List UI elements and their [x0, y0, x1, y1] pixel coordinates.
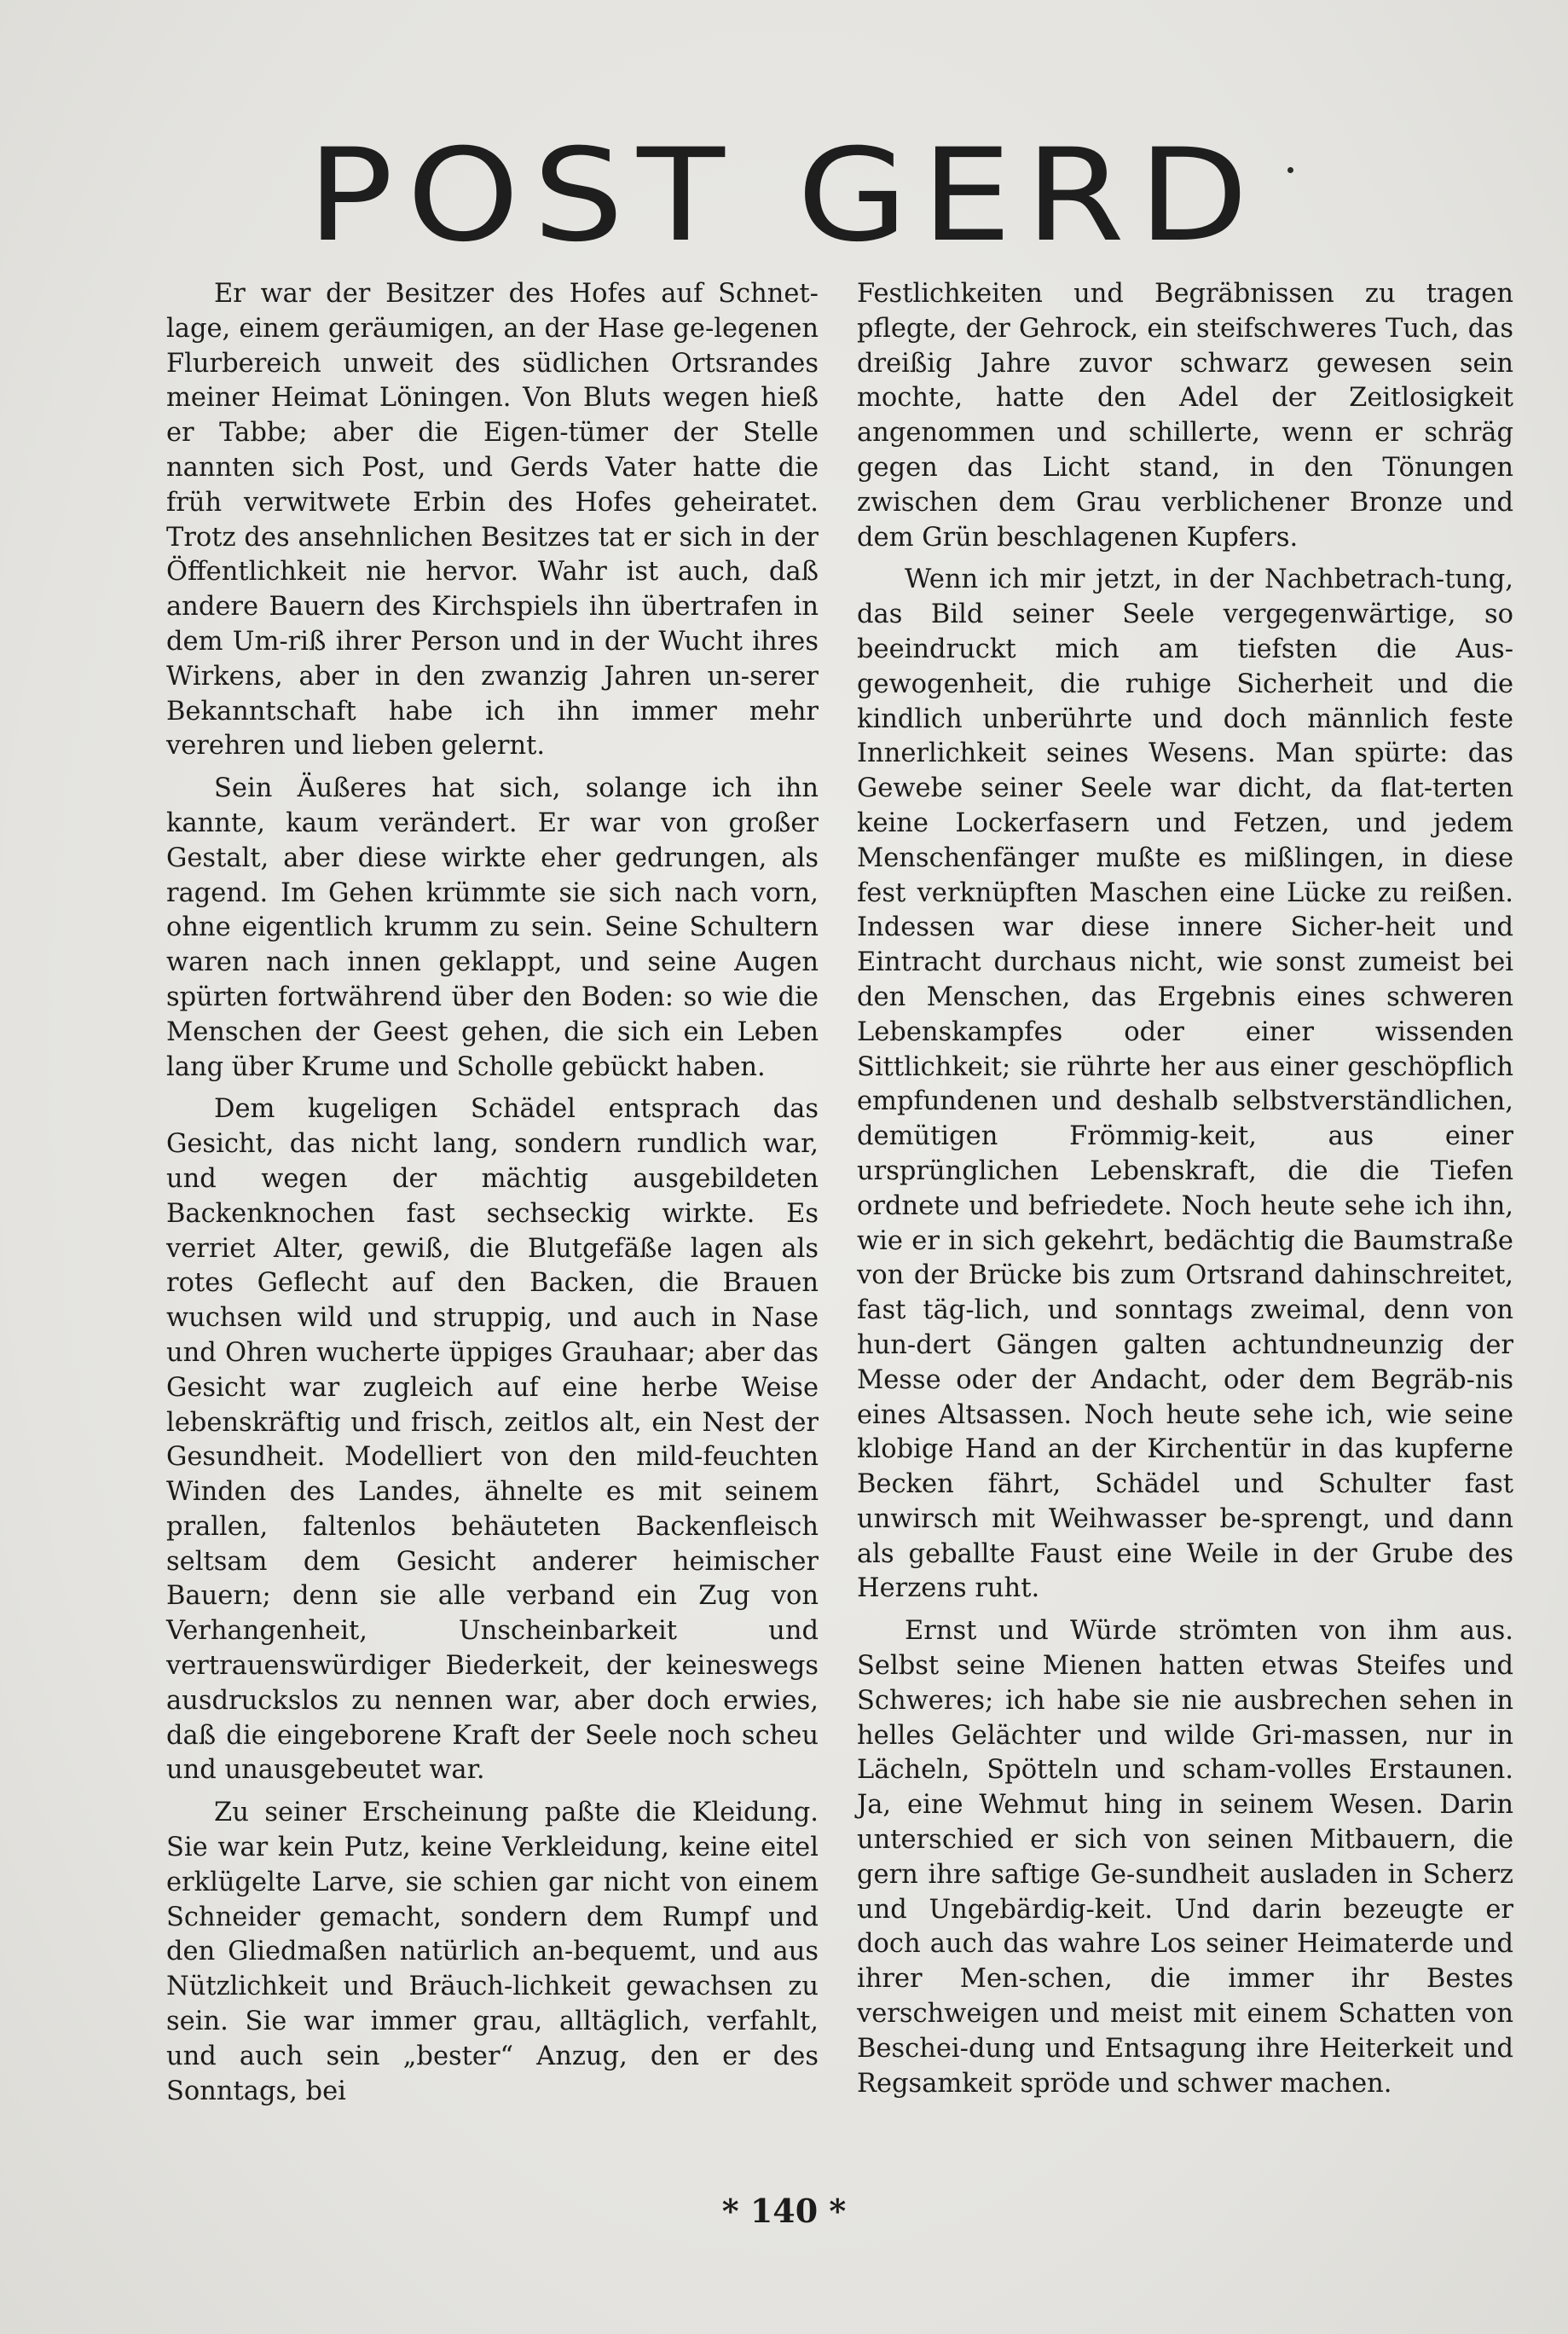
paragraph-continuation: Festlichkeiten und Begräbnissen zu tragen pflegte, der Gehrock, ein steifschweres Tuch, das dreißig Jahre zuvor schwarz gewesen sein mochte, hatte den Adel der Zeitlosigkeit angenommen und schillerte, wenn er schräg gegen das Licht stand, in den Tönungen zwischen dem Grau verblichener Bronze und dem Grün beschlagenen Kupfers. [857, 279, 1513, 553]
paragraph: Ernst und Würde strömten von ihm aus. Selbst seine Mienen hatten etwas Steifes und Schweres; ich habe sie nie ausbrechen sehen in helles Gelächter und wilde Gri-massen, nur in Lächeln, Spötteln und scham-volles Erstaunen. Ja, eine Wehmut hing in seinem Wesen. Darin unterschied er sich von seinen Mitbauern, die gern ihre saftige Ge-sundheit ausladen in Scherz und Ungebärdig-keit. Und darin bezeugte er doch auch das wahre Los seiner Heimaterde und ihrer Men-schen, die immer ihr Bestes verschweigen und meist mit einem Schatten von Beschei-dung und Entsagung ihre Heiterkeit und Regsamkeit spröde und schwer machen. [857, 1616, 1513, 2099]
title-ornament-dot [1287, 167, 1293, 173]
paragraph: Er war der Besitzer des Hofes auf Schnet-lage, einem geräumigen, an der Hase ge-legenen Flurbereich unweit des südlichen Ortsrandes meiner Heimat Löningen. Von Bluts wegen hieß er Tabbe; aber die Eigen-tümer der Stelle nannten sich Post, und Gerds Vater hatte die früh verwitwete Erbin des Hofes geheiratet. Trotz des ansehnlichen Besitzes tat er sich in der Öffentlichkeit nie hervor. Wahr ist auch, daß andere Bauern des Kirchspiels ihn übertrafen in dem Um-riß ihrer Person und in der Wucht ihres Wirkens, aber in den zwanzig Jahren un-serer Bekanntschaft habe ich ihn immer mehr verehren und lieben gelernt. [166, 279, 819, 762]
right-column [857, 277, 1513, 2109]
paragraph: Zu seiner Erscheinung paßte die Kleidung. Sie war kein Putz, keine Verkleidung, keine eitel erklügelte Larve, sie schien gar nicht von einem Schneider gemacht, sondern dem Rumpf und den Gliedmaßen natürlich an-bequemt, und aus Nützlichkeit und Bräuch-lichkeit gewachsen zu sein. Sie war immer grau, alltäglich, verfahlt, und auch sein „bester“ Anzug, den er des Sonntags, bei [166, 1798, 819, 2106]
left-column [166, 277, 819, 2117]
paragraph: Sein Äußeres hat sich, solange ich ihn kannte, kaum verändert. Er war von großer Gestalt, aber diese wirkte eher gedrungen, als ragend. Im Gehen krümmte sie sich nach vorn, ohne eigentlich krumm zu sein. Seine Schultern waren nach innen geklappt, und seine Augen spürten fortwährend über den Boden: so wie die Menschen der Geest gehen, die sich ein Leben lang über Krume und Scholle gebückt haben. [166, 773, 819, 1082]
article-title [0, 122, 1568, 270]
article-title-text: POST GERD [306, 122, 1262, 270]
paragraph: Dem kugeligen Schädel entsprach das Gesicht, das nicht lang, sondern rundlich war, und wegen der mächtig ausgebildeten Backenknochen fast sechseckig wirkte. Es verriet Alter, gewiß, die Blutgefäße lagen als rotes Geflecht auf den Backen, die Brauen wuchsen wild und struppig, und auch in Nase und Ohren wucherte üppiges Grauhaar; aber das Gesicht war zugleich auf eine herbe Weise lebenskräftig und frisch, zeitlos alt, ein Nest der Gesundheit. Modelliert von den mild-feuchten Winden des Landes, ähnelte es mit seinem prallen, faltenlos behäuteten Backenfleisch seltsam dem Gesicht anderer heimischer Bauern; denn sie alle verband ein Zug von Verhangenheit, Unscheinbarkeit und vertrauenswürdiger Biederkeit, der keineswegs ausdruckslos zu nennen war, aber doch erwies, daß die eingeborene Kraft der Seele noch scheu und unausgebeutet war. [166, 1094, 819, 1786]
page-number: * 140 * [721, 2192, 847, 2230]
paragraph: Wenn ich mir jetzt, in der Nachbetrach-tung, das Bild seiner Seele vergegenwärtige, so beeindruckt mich am tiefsten die Aus-gewogenheit, die ruhige Sicherheit und die kindlich unberührte und doch männlich feste Innerlichkeit seines Wesens. Man spürte: das Gewebe seiner Seele war dicht, da flat-terten keine Lockerfasern und Fetzen, und jedem Menschenfänger mußte es mißlingen, in diese fest verknüpften Maschen eine Lücke zu reißen. Indessen war diese innere Sicher-heit und Eintracht durchaus nicht, wie sonst zumeist bei den Menschen, das Ergebnis eines schweren Lebenskampfes oder einer wissenden Sittlichkeit; sie rührte her aus einer geschöpflich empfundenen und deshalb selbstverständlichen, demütigen Frömmig-keit, aus einer ursprünglichen Lebenskraft, die die Tiefen ordnete und befriedete. Noch heute sehe ich ihn, wie er in sich gekehrt, bedächtig die Baumstraße von der Brücke bis zum Ortsrand dahinschreitet, fast täg-lich, und sonntags zweimal, denn von hun-dert Gängen galten achtundneunzig der Messe oder der Andacht, oder dem Begräb-nis eines Altsassen. Noch heute sehe ich, wie seine klobige Hand an der Kirchentür in das kupferne Becken fährt, Schädel und Schulter fast unwirsch mit Weihwasser be-sprengt, und dann als geballte Faust eine Weile in der Grube des Herzens ruht. [857, 565, 1513, 1604]
